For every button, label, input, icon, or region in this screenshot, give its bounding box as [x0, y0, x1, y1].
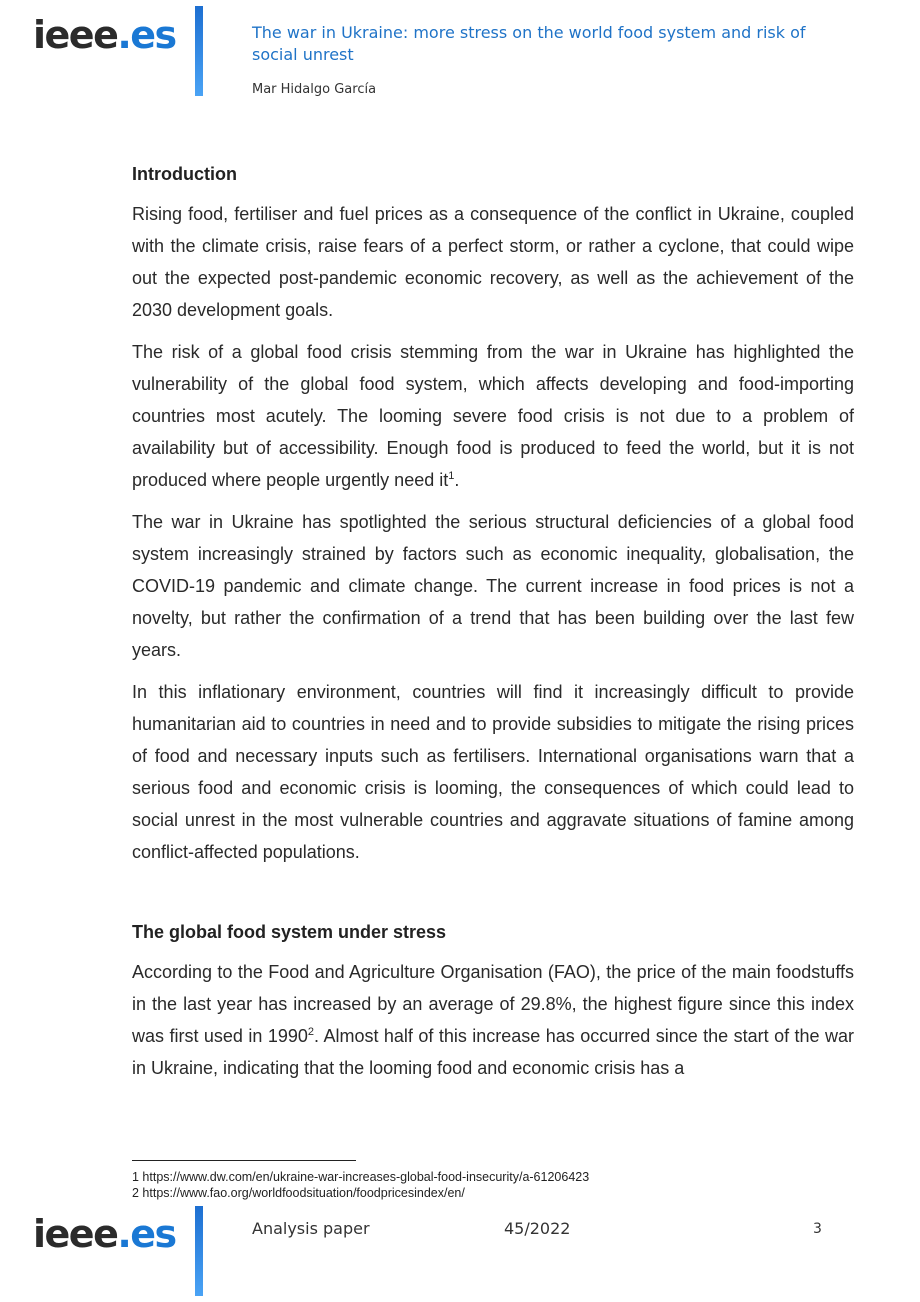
footnote-ref-1[interactable]: 1: [448, 470, 455, 482]
paragraph: In this inflationary environment, countries will find it increasingly difficult to provide humanitarian aid to countries in need and to provide subsidies to mitigate the rising prices of food and necessary inputs such as fertilisers. International organisations warn that a serious food and economic crisis is looming, the consequences of which could lead to social unrest in the most vulnerable countries and aggravate situations of famine among conflict-affected populations.: [132, 682, 854, 862]
footnotes: [132, 1169, 589, 1201]
paragraph: The war in Ukraine has spotlighted the serious structural deficiencies of a global food system increasingly strained by factors such as economic inequality, globalisation, the COVID-19 pandemic and climate change. The current increase in food prices is not a novelty, but rather the confirmation of a trend that has been building over the last few years.: [132, 512, 854, 660]
logo-part-es: .es: [117, 13, 176, 57]
ieee-logo: [33, 13, 176, 57]
page-number: 3: [813, 1221, 822, 1237]
author-name: Mar Hidalgo García: [252, 82, 377, 97]
paragraph-text-tail: . Almost half of this increase has occurred since the start of the war in Ukraine, indicating that the looming food and economic crisis has a: [132, 1026, 854, 1078]
paragraph-text: The risk of a global food crisis stemming from the war in Ukraine has highlighted the vulnerability of the global food system, which affects developing and food-importing countries most acutely. The looming severe food crisis is not due to a problem of availability but of accessibility. Enough food is produced to feed the world, but it is not produced where people urgently need it: [132, 342, 854, 490]
paragraph: [132, 956, 854, 1084]
logo-part-ieee: ieee: [33, 1212, 118, 1256]
section-heading-food-system: The global food system under stress: [132, 922, 447, 942]
paragraph: [132, 336, 854, 496]
footnote-1[interactable]: 1 https://www.dw.com/en/ukraine-war-increases-global-food-insecurity/a-61206423: [132, 1170, 590, 1184]
document-body: [132, 160, 854, 1084]
footer-series: Analysis paper: [252, 1219, 370, 1238]
paragraph: Rising food, fertiliser and fuel prices as a consequence of the conflict in Ukraine, coupled with the climate crisis, raise fears of a perfect storm, or rather a cyclone, that could wipe out the expected post-pandemic economic recovery, as well as the achievement of the 2030 development goals.: [132, 204, 854, 320]
footer-issue: 45/2022: [504, 1219, 571, 1238]
footnote-ref-2[interactable]: 2: [307, 1026, 314, 1038]
footer-accent-bar: [195, 1206, 203, 1296]
document-title: The war in Ukraine: more stress on the world food system and risk of social unrest: [252, 23, 806, 64]
paragraph-text: According to the Food and Agriculture Organisation (FAO), the price of the main foodstuffs in the last year has increased by an average of 29.8%, the highest figure since this index was first used in 1990: [132, 962, 854, 1046]
header-accent-bar: [195, 6, 203, 96]
logo-part-es: .es: [117, 1212, 176, 1256]
footer-ieee-logo: [33, 1212, 176, 1256]
footnote-2[interactable]: 2 https://www.fao.org/worldfoodsituation/foodpricesindex/en/: [132, 1186, 465, 1200]
paragraph-text-tail: .: [454, 470, 460, 490]
section-heading-introduction: Introduction: [132, 164, 237, 184]
logo-part-ieee: ieee: [33, 13, 118, 57]
footnote-separator: [132, 1160, 356, 1161]
